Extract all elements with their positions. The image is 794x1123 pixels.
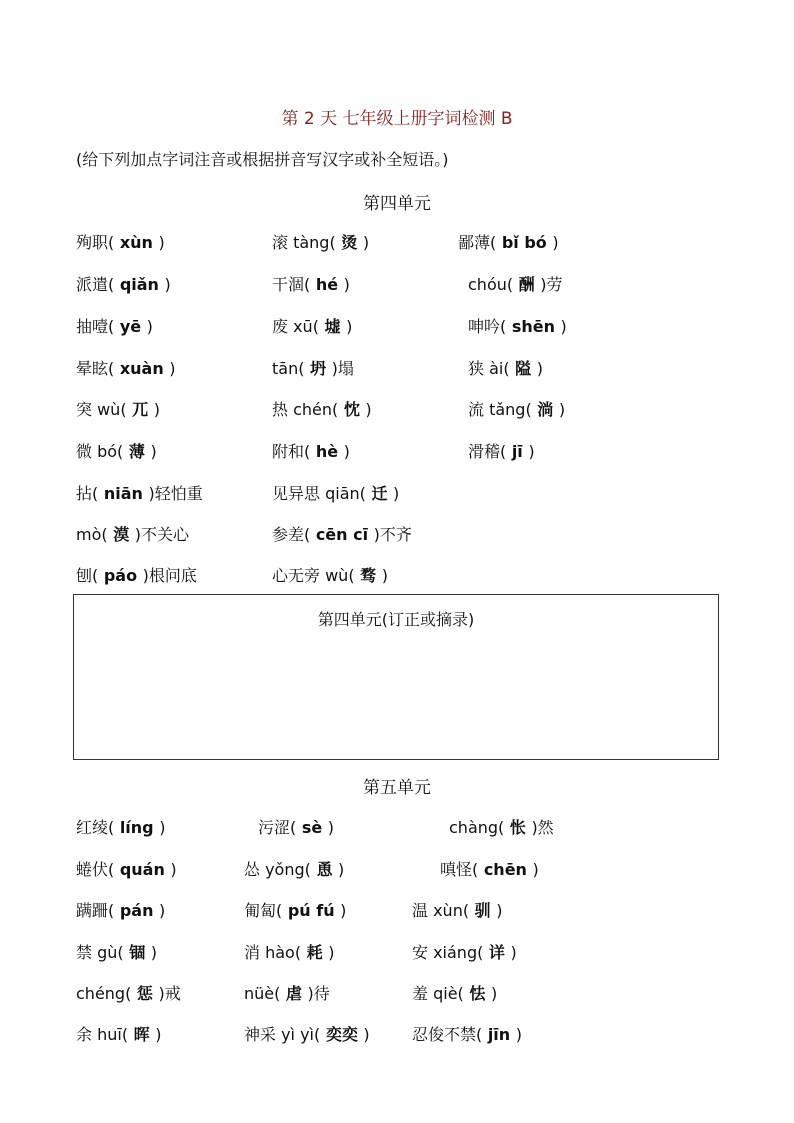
word-item	[76, 857, 177, 880]
word-answer: 坍	[304, 359, 332, 378]
word-item	[244, 940, 334, 963]
word-answer: 隘	[509, 359, 537, 378]
word-answer: líng	[114, 818, 160, 837]
word-answer: páo	[98, 566, 143, 585]
word-suffix: )轻怕重	[148, 484, 203, 503]
word-answer: jīn	[482, 1025, 516, 1044]
word-answer: xuàn	[114, 359, 170, 378]
word-item	[440, 857, 539, 880]
word-item	[272, 356, 354, 379]
word-suffix: )	[170, 860, 177, 879]
word-prompt: 狭 ài(	[468, 359, 510, 378]
word-answer: 恿	[310, 860, 339, 879]
word-suffix: )	[155, 1025, 162, 1044]
word-prompt: 热 chén(	[272, 400, 339, 419]
word-suffix: )	[381, 566, 388, 585]
word-prompt: 消 hào(	[244, 943, 302, 962]
item-row	[0, 439, 794, 463]
word-prompt: 拈(	[76, 484, 99, 503]
word-answer: 兀	[126, 400, 154, 419]
word-item	[76, 314, 153, 337]
item-row	[0, 356, 794, 380]
word-prompt: 刨(	[76, 566, 99, 585]
word-prompt: 滑稽(	[468, 442, 507, 461]
word-answer: 迁	[365, 484, 394, 503]
word-suffix: )	[146, 317, 153, 336]
word-prompt: tān(	[272, 359, 305, 378]
word-suffix: )根问底	[142, 566, 197, 585]
word-answer: 薄	[123, 442, 151, 461]
correction-box[interactable]	[73, 594, 719, 760]
word-suffix: )	[536, 359, 543, 378]
word-answer: 耗	[301, 943, 329, 962]
word-item	[244, 1022, 370, 1045]
item-row	[0, 898, 794, 922]
word-prompt: 滚 tàng(	[272, 233, 336, 252]
word-item	[468, 397, 565, 420]
word-prompt: 突 wù(	[76, 400, 127, 419]
word-suffix: )劳	[540, 275, 563, 294]
word-suffix: )	[328, 943, 335, 962]
word-answer: cēn cī	[310, 525, 374, 544]
word-item	[468, 356, 543, 379]
word-item	[76, 898, 165, 921]
word-prompt: 殉职(	[76, 233, 115, 252]
word-suffix: )	[340, 901, 347, 920]
word-suffix: )	[346, 317, 353, 336]
word-prompt: 见异思 qiān(	[272, 484, 366, 503]
word-suffix: )	[338, 860, 345, 879]
word-prompt: chóu(	[468, 275, 514, 294]
word-suffix: )	[496, 901, 503, 920]
word-answer: 详	[483, 943, 511, 962]
word-answer: niān	[98, 484, 149, 503]
word-suffix: )	[159, 901, 166, 920]
word-suffix: )	[560, 317, 567, 336]
word-answer: pán	[114, 901, 160, 920]
word-answer: 烫	[335, 233, 363, 252]
page-title: 第 2 天 七年级上册字词检测 B	[281, 109, 513, 129]
word-suffix: )然	[531, 818, 554, 837]
item-row	[0, 272, 794, 296]
word-answer: 怯	[463, 984, 491, 1003]
word-answer: 骛	[354, 566, 382, 585]
word-prompt: 蜷伏(	[76, 860, 115, 879]
word-answer: 锢	[123, 943, 151, 962]
word-answer: 淌	[531, 400, 559, 419]
word-prompt: 温 xùn(	[412, 901, 470, 920]
word-item	[76, 981, 181, 1004]
word-item	[258, 815, 334, 838]
word-suffix: )不齐	[373, 525, 412, 544]
word-suffix: )	[532, 860, 539, 879]
item-row	[0, 940, 794, 964]
word-item	[76, 397, 160, 420]
word-suffix: )	[169, 359, 176, 378]
word-prompt: 禁 gù(	[76, 943, 124, 962]
word-suffix: )	[150, 442, 157, 461]
word-item	[272, 481, 399, 504]
word-item	[76, 522, 189, 545]
word-suffix: )	[558, 400, 566, 419]
word-prompt: 废 xū(	[272, 317, 319, 336]
word-prompt: nüè(	[244, 984, 281, 1003]
word-answer: 漠	[107, 525, 135, 544]
word-answer: 惩	[131, 984, 159, 1003]
item-row	[0, 397, 794, 421]
word-prompt: 鄙薄(	[458, 233, 497, 252]
word-item	[244, 898, 346, 921]
word-suffix: )待	[307, 984, 330, 1003]
word-prompt: 红绫(	[76, 818, 115, 837]
word-item	[76, 230, 165, 253]
word-prompt: 安 xiáng(	[412, 943, 484, 962]
word-prompt: 干涸(	[272, 275, 311, 294]
word-prompt: 附和(	[272, 442, 311, 461]
word-answer: chēn	[478, 860, 533, 879]
word-item	[272, 439, 350, 462]
item-row	[0, 1022, 794, 1046]
word-answer: 虐	[280, 984, 308, 1003]
word-suffix: )	[343, 442, 350, 461]
instruction: (给下列加点字词注音或根据拼音写汉字或补全短语。)	[76, 150, 449, 169]
word-prompt: 抽噎(	[76, 317, 115, 336]
word-item	[272, 563, 388, 586]
item-row	[0, 563, 794, 587]
word-suffix: )	[158, 233, 165, 252]
word-prompt: mò(	[76, 525, 108, 544]
word-item	[244, 981, 330, 1004]
unit5-heading: 第五单元	[363, 778, 431, 798]
word-item	[76, 815, 165, 838]
word-item	[272, 314, 352, 337]
word-answer: yē	[114, 317, 147, 336]
word-item	[76, 439, 157, 462]
word-prompt: 心无旁 wù(	[272, 566, 355, 585]
word-item	[76, 272, 171, 295]
correction-box-title: 第四单元(订正或摘录)	[317, 610, 475, 629]
word-item	[76, 940, 157, 963]
word-answer: sè	[296, 818, 328, 837]
word-prompt: 呻吟(	[468, 317, 507, 336]
word-suffix: )	[159, 818, 166, 837]
word-suffix: )	[153, 400, 160, 419]
word-answer: hé	[310, 275, 344, 294]
word-answer: 酬	[513, 275, 541, 294]
word-answer: 忱	[338, 400, 366, 419]
word-prompt: 神采 yì yì(	[244, 1025, 321, 1044]
word-prompt: 羞 qiè(	[412, 984, 464, 1003]
word-suffix: )	[363, 1025, 370, 1044]
word-prompt: chàng(	[449, 818, 505, 837]
item-row	[0, 981, 794, 1005]
word-item	[76, 563, 197, 586]
word-prompt: 怂 yǒng(	[244, 860, 311, 879]
word-item	[76, 356, 176, 379]
word-suffix: )	[362, 233, 370, 252]
item-row	[0, 481, 794, 505]
word-item	[76, 1022, 161, 1045]
item-row	[0, 857, 794, 881]
word-item	[458, 230, 559, 253]
word-suffix: )	[164, 275, 171, 294]
word-answer: quán	[114, 860, 171, 879]
word-item	[449, 815, 554, 838]
word-suffix: )	[343, 275, 350, 294]
unit4-heading: 第四单元	[363, 194, 431, 214]
word-item	[468, 314, 567, 337]
word-answer: pú fú	[282, 901, 341, 920]
word-prompt: 嗔怪(	[440, 860, 479, 879]
word-prompt: 余 huī(	[76, 1025, 129, 1044]
word-prompt: 流 tǎng(	[468, 400, 532, 419]
word-prompt: 微 bó(	[76, 442, 124, 461]
word-suffix: )不关心	[134, 525, 190, 544]
word-item	[412, 1022, 522, 1045]
word-answer: 奕奕	[320, 1025, 364, 1044]
word-answer: 驯	[469, 901, 497, 920]
word-item	[412, 981, 497, 1004]
word-suffix: )	[393, 484, 400, 503]
word-item	[272, 230, 369, 253]
word-answer: qiǎn	[114, 275, 165, 294]
word-suffix: )	[552, 233, 559, 252]
word-answer: hè	[310, 442, 344, 461]
word-prompt: 晕眩(	[76, 359, 115, 378]
word-item	[272, 522, 412, 545]
word-suffix: )	[327, 818, 335, 837]
word-prompt: 忍俊不禁(	[412, 1025, 483, 1044]
word-prompt: 派遣(	[76, 275, 115, 294]
word-item	[244, 857, 344, 880]
word-item	[468, 272, 563, 295]
word-item	[412, 898, 503, 921]
word-answer: 怅	[504, 818, 532, 837]
word-suffix: )戒	[158, 984, 181, 1003]
word-item	[412, 940, 517, 963]
word-item	[76, 481, 203, 504]
word-suffix: )	[528, 442, 535, 461]
word-suffix: )塌	[331, 359, 354, 378]
item-row	[0, 314, 794, 338]
word-answer: xùn	[114, 233, 159, 252]
word-suffix: )	[515, 1025, 522, 1044]
word-prompt: 参差(	[272, 525, 311, 544]
word-item	[272, 397, 372, 420]
word-answer: jī	[506, 442, 529, 461]
word-answer: shēn	[506, 317, 561, 336]
word-suffix: )	[490, 984, 498, 1003]
word-answer: bǐ bó	[496, 233, 553, 252]
word-prompt: 污涩(	[258, 818, 297, 837]
word-suffix: )	[365, 400, 372, 419]
word-answer: 墟	[318, 317, 347, 336]
word-item	[272, 272, 350, 295]
item-row	[0, 815, 794, 839]
item-row	[0, 522, 794, 546]
word-suffix: )	[510, 943, 517, 962]
word-suffix: )	[150, 943, 158, 962]
word-answer: 晖	[128, 1025, 156, 1044]
word-prompt: 匍匐(	[244, 901, 283, 920]
word-prompt: chéng(	[76, 984, 132, 1003]
word-item	[468, 439, 535, 462]
word-prompt: 蹒跚(	[76, 901, 115, 920]
item-row	[0, 230, 794, 254]
